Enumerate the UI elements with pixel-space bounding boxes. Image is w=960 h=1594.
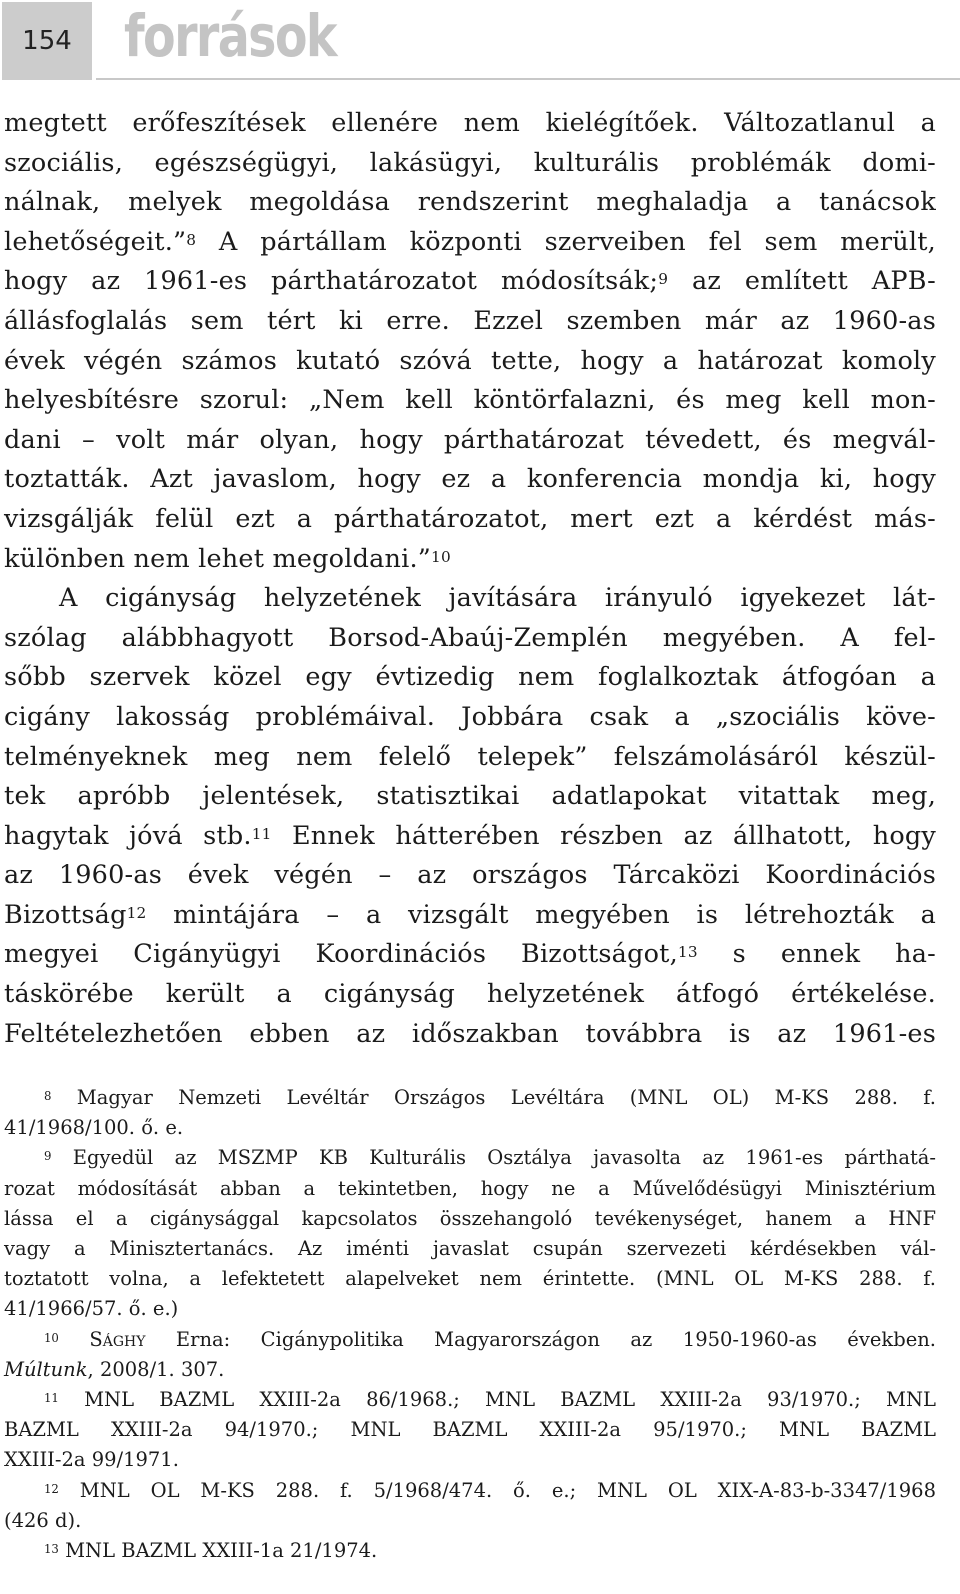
footnote-ref[interactable]: 12: [126, 903, 147, 922]
body-line: megyei Cigányügyi Koordinációs Bizottságot,$^{13}$ s ennek ha-: [4, 939, 937, 970]
footnote-ref[interactable]: 13: [677, 943, 698, 962]
body-text: [4, 104, 936, 1054]
footnote-9-cont: toztatott volna, a lefektetett alapelveket nem érintette. (MNL OL M-KS 288. f.: [4, 1267, 936, 1291]
body-line: évek végén számos kutató szóvá tette, hogy a határozat komoly: [4, 345, 936, 376]
body-line: hogy az 1961-es párthatározatot módosítsák;$^9$ az említett APB-: [4, 266, 936, 297]
page-number: 154: [2, 2, 92, 80]
body-line: Bizottság$^{12}$ mintájára – a vizsgált megyében is létrehozták a: [4, 899, 936, 930]
body-line: Feltételezhetően ebben az időszakban továbbra is az 1961-es: [4, 1018, 936, 1049]
body-line: nálnak, melyek megoldása rendszerint meghaladja a tanácsok: [4, 187, 936, 218]
body-line: táskörébe került a cigányság helyzetének átfogó értékelése.: [4, 979, 936, 1010]
page-header: [0, 0, 960, 86]
footnote-11-cont: BAZML XXIII-2a 94/1970.; MNL BAZML XXIII-2a 95/1970.; MNL BAZML: [4, 1418, 936, 1442]
footnote-ref[interactable]: 10: [431, 547, 451, 566]
footnotes: [4, 1083, 936, 1566]
footnote-13: $^{13}$ MNL BAZML XXIII-1a 21/1974.: [44, 1539, 378, 1563]
body-line: állásfoglalás sem tért ki erre. Ezzel szemben már az 1960-as: [4, 305, 936, 336]
body-line: lehetőségeit.”$^8$ A pártállam központi szerveiben fel sem merült,: [4, 226, 936, 257]
body-line: dani – volt már olyan, hogy párthatározat tévedett, és megvál-: [4, 424, 936, 455]
footnote-10: $^{10}$ Sághy Erna: Cigánypolitika Magyarországon az 1950-1960-as években.: [44, 1327, 937, 1351]
body-line: megtett erőfeszítések ellenére nem kielégítőek. Változatlanul a: [4, 108, 936, 138]
footnote-9: $^9$ Egyedül az MSZMP KB Kulturális Osztálya javasolta az 1961-es párthatá-: [44, 1146, 936, 1170]
footnote-9-cont: 41/1966/57. ő. e.): [4, 1297, 179, 1321]
body-line: toztatták. Azt javaslom, hogy ez a konferencia mondja ki, hogy: [4, 464, 936, 495]
footnote-12: $^{12}$ MNL OL M-KS 288. f. 5/1968/474. ő. e.; MNL OL XIX-A-83-b-3347/1968: [44, 1478, 936, 1502]
body-line: szociális, egészségügyi, lakásügyi, kulturális problémák domi-: [4, 147, 936, 178]
footnote-10-cont: Múltunk, 2008/1. 307.: [4, 1357, 225, 1381]
body-line: telményeknek meg nem felelő telepek” felszámolásáról készül-: [4, 741, 936, 772]
body-line: különben nem lehet megoldani.”$^{10}$: [4, 543, 451, 574]
section-title: források: [124, 2, 336, 70]
footnote-11: $^{11}$ MNL BAZML XXIII-2a 86/1968.; MNL BAZML XXIII-2a 93/1970.; MNL: [44, 1388, 936, 1412]
body-line: cigány lakosság problémáival. Jobbára csak a „szociális köve-: [4, 701, 936, 732]
footnote-9-cont: rozat módosítását abban a tekintetben, hogy ne a Művelődésügyi Minisztérium: [4, 1176, 936, 1200]
footnote-ref[interactable]: 9: [658, 270, 669, 289]
body-line: az 1960-as évek végén – az országos Tárcaközi Koordinációs: [4, 860, 936, 891]
body-line: sőbb szervek közel egy évtizedig nem foglalkoztak átfogóan a: [4, 662, 936, 693]
body-line: tek apróbb jelentések, statisztikai adatlapokat vitattak meg,: [4, 781, 936, 812]
footnote-8-cont: 41/1968/100. ő. e.: [4, 1116, 184, 1140]
footnote-11-cont: XXIII-2a 99/1971.: [4, 1448, 179, 1472]
body-line: hagytak jóvá stb.$^{11}$ Ennek hátterében részben az állhatott, hogy: [4, 820, 937, 851]
body-line: vizsgálják felül ezt a párthatározatot, mert ezt a kérdést más-: [4, 503, 936, 534]
body-line: A cigányság helyzetének javítására irányuló igyekezet lát-: [59, 583, 936, 614]
footnote-ref[interactable]: 8: [186, 230, 197, 249]
footnote-9-cont: vagy a Minisztertanács. Az iménti javaslat csupán szervezeti kérdésekben vál-: [4, 1237, 936, 1261]
footnote-8: $^8$ Magyar Nemzeti Levéltár Országos Levéltára (MNL OL) M-KS 288. f.: [44, 1086, 936, 1109]
footnote-12-cont: (426 d).: [4, 1508, 82, 1532]
footnote-ref[interactable]: 11: [251, 824, 272, 843]
body-line: szólag alábbhagyott Borsod-Abaúj-Zemplén megyében. A fel-: [4, 622, 936, 653]
body-line: helyesbítésre szorul: „Nem kell köntörfalazni, és meg kell mon-: [4, 385, 936, 416]
header-rule: [96, 78, 960, 80]
footnote-9-cont: lássa el a cigánysággal kapcsolatos összehangoló tevékenységet, hanem a HNF: [4, 1206, 936, 1230]
